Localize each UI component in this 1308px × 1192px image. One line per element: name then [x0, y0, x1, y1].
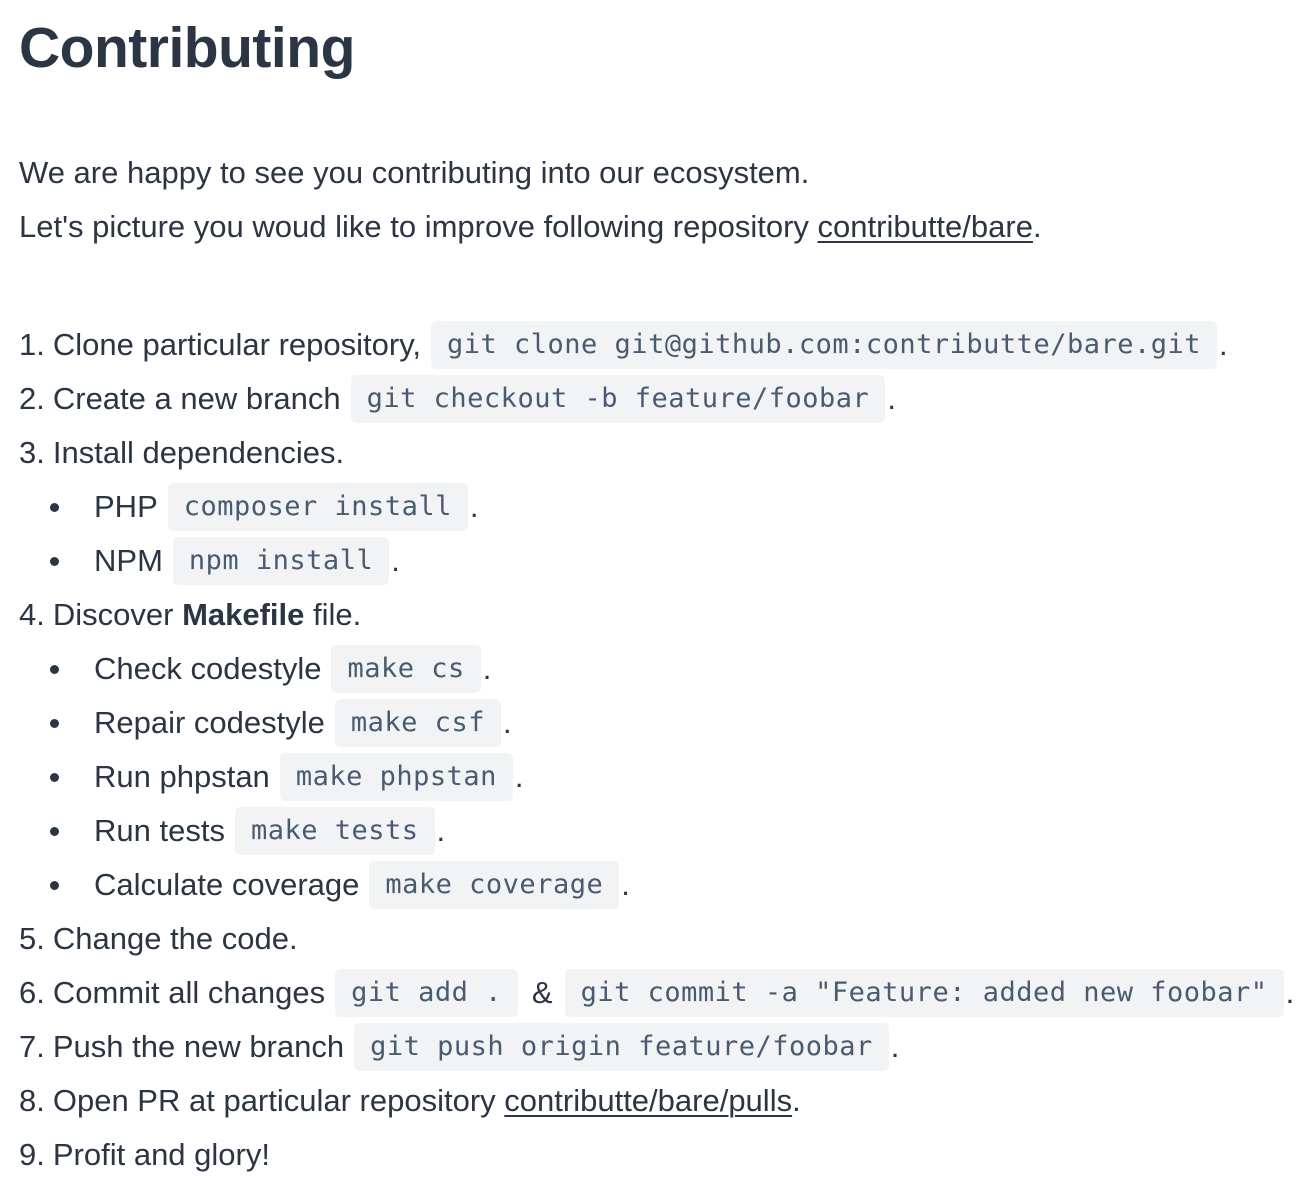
code-snippet: git checkout -b feature/foobar	[351, 375, 886, 423]
step-text: Discover	[52, 597, 183, 632]
step-text: Clone particular repository,	[52, 327, 421, 362]
step-number: 9.	[19, 1137, 45, 1172]
steps-list	[19, 318, 1294, 1182]
step-install	[19, 426, 1294, 480]
item-label: PHP	[94, 489, 158, 524]
step-number: 6.	[19, 975, 45, 1010]
item-suffix: .	[621, 867, 630, 902]
step-change	[19, 912, 1294, 966]
code-snippet: git add .	[335, 969, 518, 1017]
code-snippet: git push origin feature/foobar	[354, 1023, 889, 1071]
code-snippet: git clone git@github.com:contributte/bare.git	[431, 321, 1217, 369]
step-text: Commit all changes	[52, 975, 326, 1010]
intro-line-2-text: Let's picture you woud like to improve following repository	[19, 209, 818, 244]
item-suffix: .	[391, 543, 400, 578]
step-text: Create a new branch	[52, 381, 341, 416]
step-commit	[19, 966, 1294, 1020]
bullet-icon	[50, 503, 59, 512]
code-snippet: npm install	[173, 537, 389, 585]
step-text: Change the code.	[52, 921, 298, 956]
intro	[19, 146, 1042, 254]
step-profit	[19, 1128, 1294, 1182]
step-text: Profit and glory!	[52, 1137, 270, 1172]
step-text: Push the new branch	[52, 1029, 345, 1064]
step-number: 8.	[19, 1083, 45, 1118]
repository-link[interactable]: contributte/bare	[817, 209, 1033, 244]
code-snippet: make coverage	[369, 861, 619, 909]
makefile-item	[19, 642, 1294, 696]
step-number: 2.	[19, 381, 45, 416]
step-push	[19, 1020, 1294, 1074]
item-label: NPM	[94, 543, 163, 578]
step-text: Open PR at particular repository	[52, 1083, 505, 1118]
code-snippet: make tests	[235, 807, 435, 855]
code-snippet: make cs	[331, 645, 480, 693]
code-snippet: make phpstan	[280, 753, 513, 801]
intro-line-1: We are happy to see you contributing into our ecosystem.	[19, 155, 810, 190]
step-makefile	[19, 588, 1294, 642]
step-suffix: .	[887, 381, 896, 416]
step-number: 1.	[19, 327, 45, 362]
bullet-icon	[50, 557, 59, 566]
item-label: Check codestyle	[94, 651, 322, 686]
pulls-link[interactable]: contributte/bare/pulls	[504, 1083, 793, 1118]
step-open-pr	[19, 1074, 1294, 1128]
bullet-icon	[50, 665, 59, 674]
step-suffix: .	[890, 1029, 900, 1064]
step-text-after: file.	[304, 597, 362, 632]
makefile-item	[19, 750, 1294, 804]
item-suffix: .	[436, 813, 446, 848]
bullet-icon	[50, 719, 59, 728]
bullet-icon	[50, 773, 59, 782]
step-suffix: .	[1285, 975, 1295, 1010]
item-label: Run phpstan	[94, 759, 270, 794]
dependency-item	[19, 534, 1294, 588]
step-number: 4.	[19, 597, 45, 632]
bullet-icon	[50, 827, 59, 836]
item-suffix: .	[482, 651, 492, 686]
item-suffix: .	[514, 759, 524, 794]
step-suffix: .	[792, 1083, 801, 1118]
step-number: 7.	[19, 1029, 45, 1064]
code-snippet: git commit -a "Feature: added new foobar"	[565, 969, 1284, 1017]
page-title: Contributing	[19, 16, 355, 80]
item-label: Calculate coverage	[94, 867, 360, 902]
item-label: Run tests	[94, 813, 225, 848]
bullet-icon	[50, 881, 59, 890]
makefile-label: Makefile	[182, 597, 305, 632]
step-number: 5.	[19, 921, 45, 956]
item-label: Repair codestyle	[94, 705, 325, 740]
step-clone	[19, 318, 1294, 372]
makefile-item	[19, 804, 1294, 858]
item-suffix: .	[469, 489, 479, 524]
code-snippet: composer install	[168, 483, 468, 531]
makefile-item	[19, 696, 1294, 750]
step-suffix: .	[1219, 327, 1228, 362]
step-number: 3.	[19, 435, 45, 470]
makefile-item	[19, 858, 1294, 912]
ampersand: &	[531, 975, 553, 1010]
intro-line-2	[19, 200, 1042, 254]
step-text: Install dependencies.	[52, 435, 345, 470]
item-suffix: .	[502, 705, 512, 740]
code-snippet: make csf	[335, 699, 501, 747]
dependency-item	[19, 480, 1294, 534]
intro-line-2-suffix: .	[1032, 209, 1042, 244]
step-branch	[19, 372, 1294, 426]
